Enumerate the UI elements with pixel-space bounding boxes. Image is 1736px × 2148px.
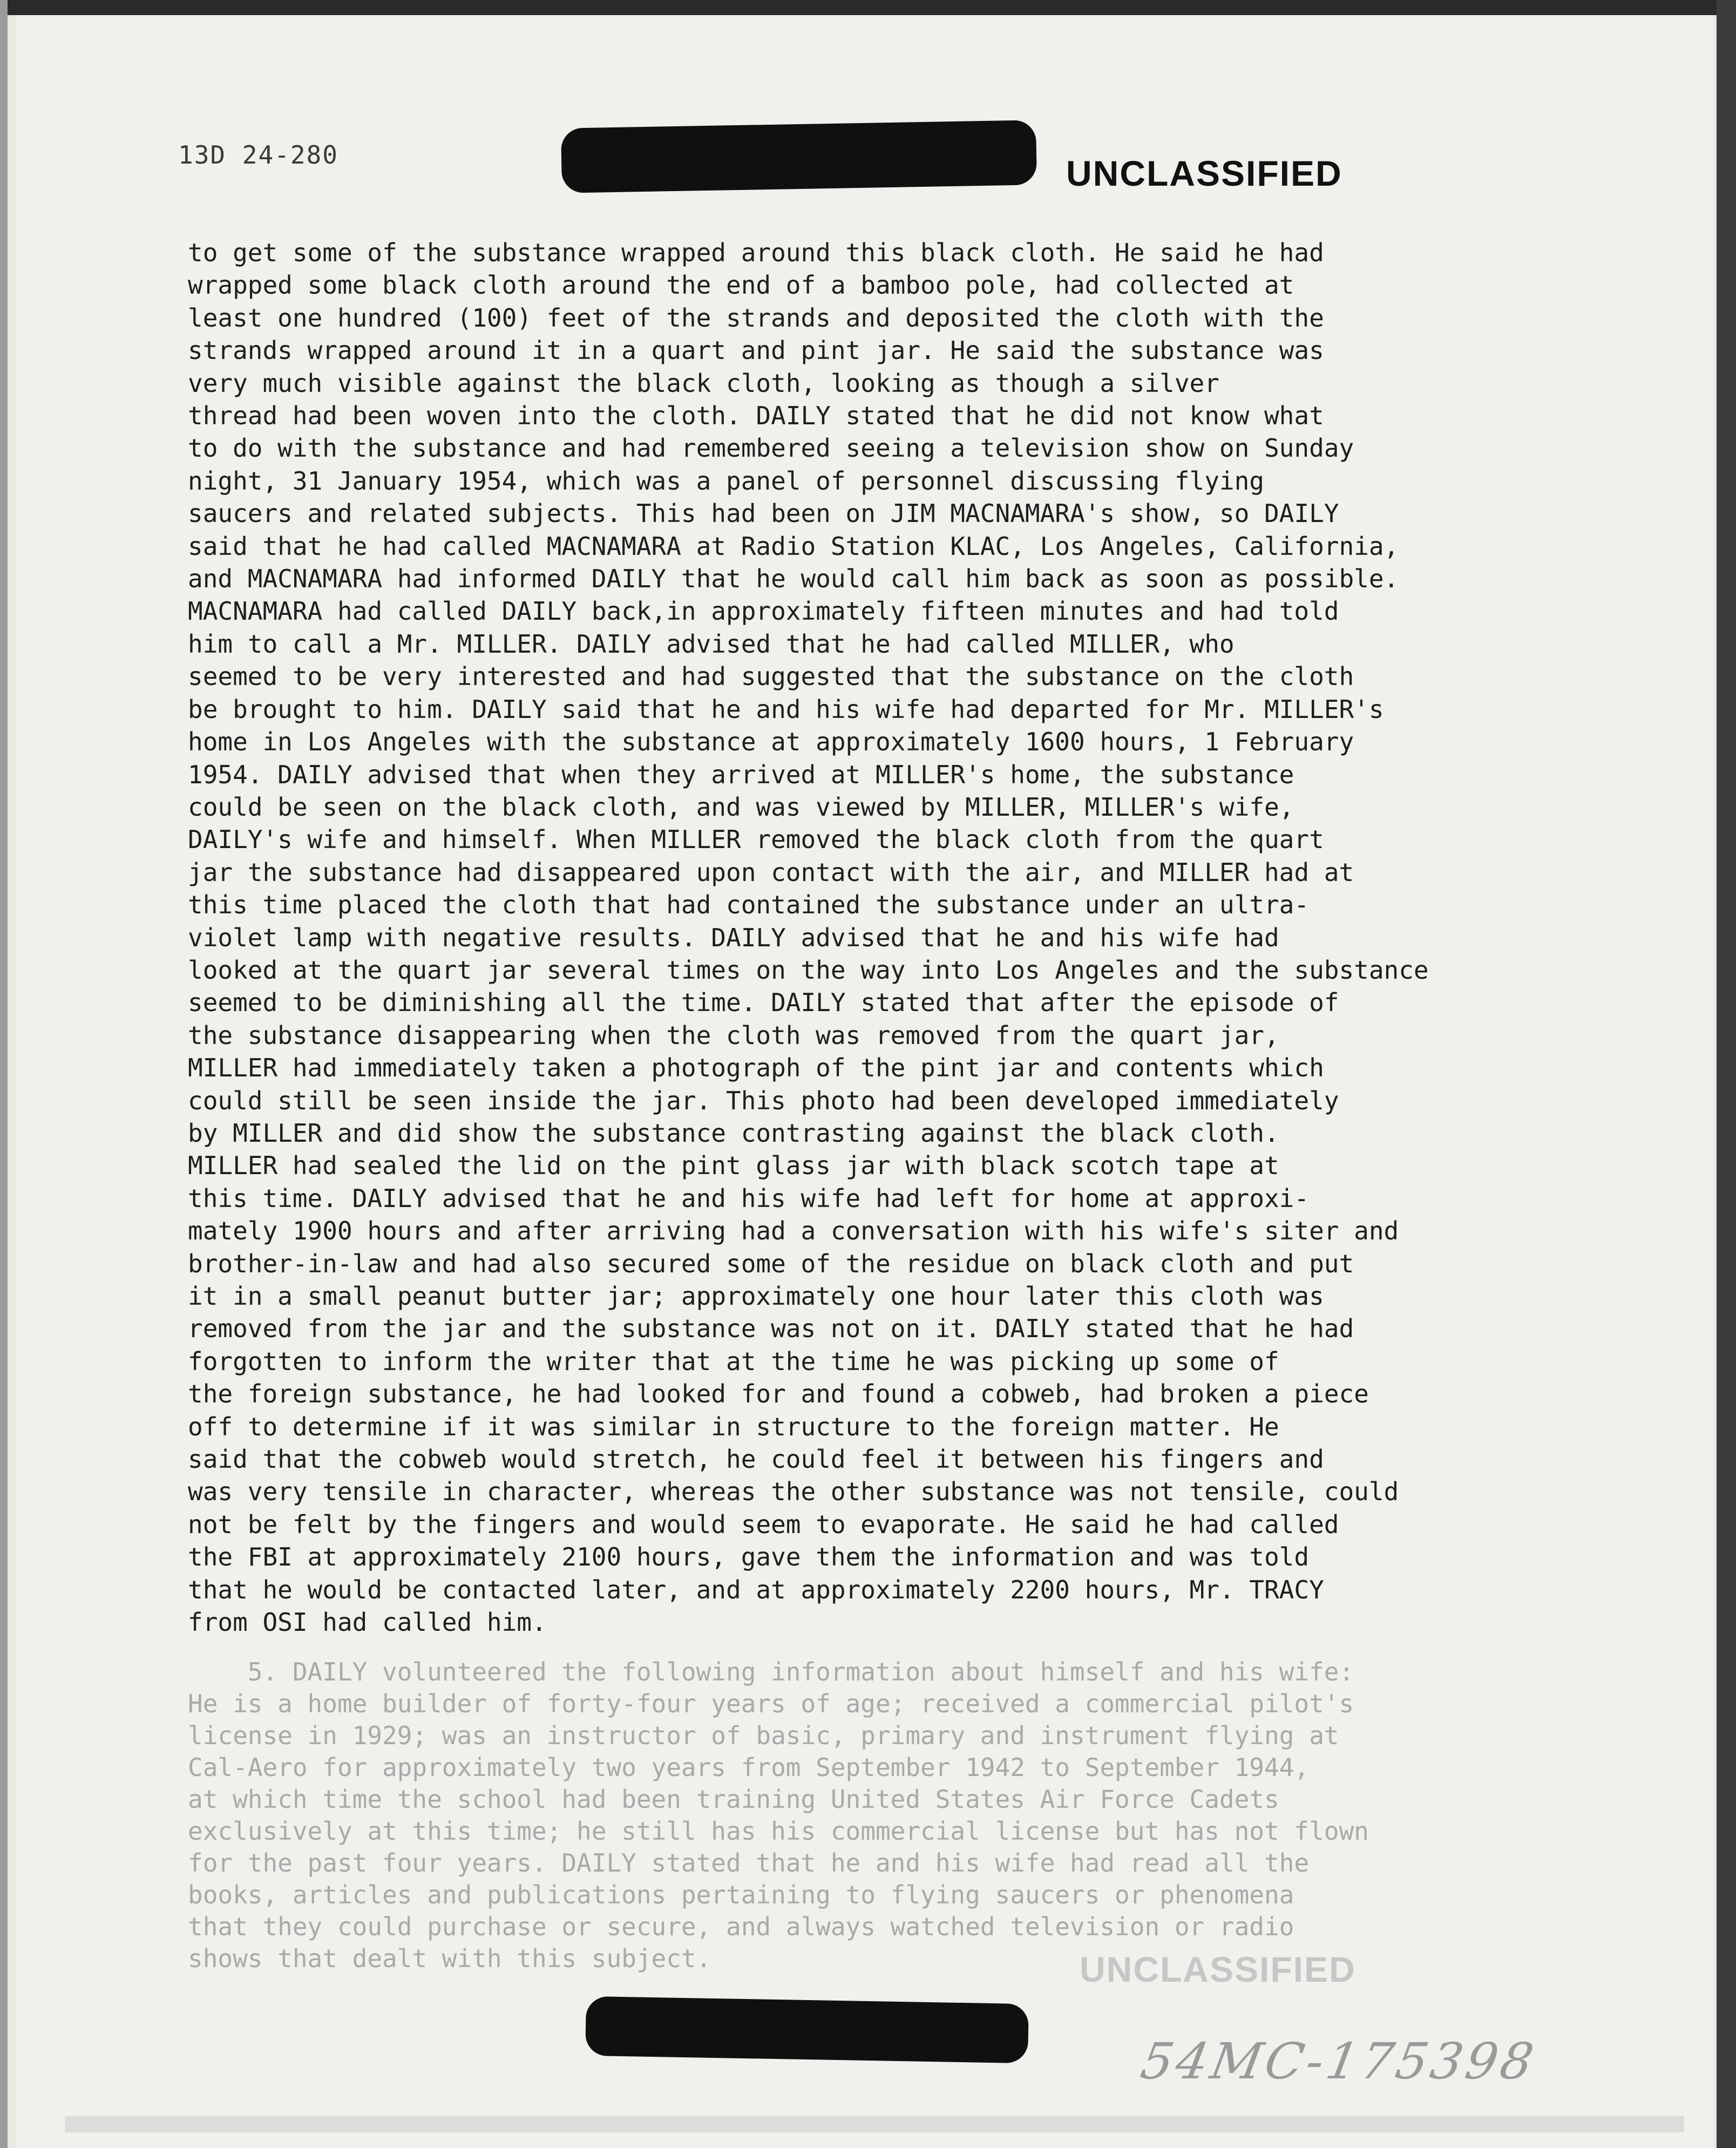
paragraph-5 xyxy=(188,1656,1602,1975)
text-line: and MACNAMARA had informed DAILY that he would call him back as soon as possible. xyxy=(188,564,1399,594)
text-line: MILLER had immediately taken a photograph of the pint jar and contents which xyxy=(188,1053,1324,1083)
text-line: seemed to be diminishing all the time. DAILY stated that after the episode of xyxy=(188,988,1339,1018)
text-line: Cal-Aero for approximately two years from September 1942 to September 1944, xyxy=(188,1753,1310,1782)
handwritten-document-number: 54MC-175398 xyxy=(1136,2032,1541,2090)
text-line: at which time the school had been training United States Air Force Cadets xyxy=(188,1785,1279,1814)
text-line: from OSI had called him. xyxy=(188,1608,547,1637)
text-line: him to call a Mr. MILLER. DAILY advised that he had called MILLER, who xyxy=(188,629,1235,659)
text-line: license in 1929; was an instructor of basic, primary and instrument flying at xyxy=(188,1721,1339,1750)
text-line: 5. DAILY volunteered the following information about himself and his wife: xyxy=(188,1657,1354,1686)
text-line: exclusively at this time; he still has his commercial license but has not flown xyxy=(188,1817,1369,1846)
scan-left-edge xyxy=(0,0,8,2148)
text-line: said that the cobweb would stretch, he could feel it between his fingers and xyxy=(188,1445,1324,1474)
text-line: wrapped some black cloth around the end of a bamboo pole, had collected at xyxy=(188,270,1294,300)
text-line: night, 31 January 1954, which was a panel of personnel discussing flying xyxy=(188,466,1264,496)
scan-right-edge xyxy=(1717,0,1736,2148)
text-line: could still be seen inside the jar. This photo had been developed immediately xyxy=(188,1086,1339,1115)
text-line: brother-in-law and had also secured some of the residue on black cloth and put xyxy=(188,1249,1354,1278)
text-line: mately 1900 hours and after arriving had a conversation with his wife's siter and xyxy=(188,1216,1399,1246)
text-line: not be felt by the fingers and would seem to evaporate. He said he had called xyxy=(188,1509,1339,1539)
text-line: be brought to him. DAILY said that he and his wife had departed for Mr. MILLER's xyxy=(188,694,1384,724)
text-line: looked at the quart jar several times on the way into Los Angeles and the substance xyxy=(188,955,1429,985)
text-line: the substance disappearing when the cloth was removed from the quart jar, xyxy=(188,1020,1279,1050)
text-line: MILLER had sealed the lid on the pint glass jar with black scotch tape at xyxy=(188,1151,1279,1181)
text-line: off to determine if it was similar in structure to the foreign matter. He xyxy=(188,1412,1279,1441)
classification-stamp-top: UNCLASSIFIED xyxy=(1066,153,1342,193)
text-line: home in Los Angeles with the substance at approximately 1600 hours, 1 February xyxy=(188,727,1354,757)
text-line: strands wrapped around it in a quart and pint jar. He said the substance was xyxy=(188,336,1324,365)
text-line: it in a small peanut butter jar; approximately one hour later this cloth was xyxy=(188,1282,1324,1311)
scan-bottom-edge xyxy=(65,2116,1684,2132)
body-text xyxy=(188,236,1602,1638)
text-line: that he would be contacted later, and at approximately 2200 hours, Mr. TRACY xyxy=(188,1575,1324,1604)
redaction-bottom xyxy=(585,1996,1029,2063)
text-line: thread had been woven into the cloth. DAILY stated that he did not know what xyxy=(188,401,1324,431)
text-line: He is a home builder of forty-four years of age; received a commercial pilot's xyxy=(188,1689,1354,1718)
text-line: could be seen on the black cloth, and was viewed by MILLER, MILLER's wife, xyxy=(188,792,1294,822)
text-line: forgotten to inform the writer that at the time he was picking up some of xyxy=(188,1346,1279,1376)
text-line: that they could purchase or secure, and always watched television or radio xyxy=(188,1912,1294,1941)
text-line: saucers and related subjects. This had been on JIM MACNAMARA's show, so DAILY xyxy=(188,499,1339,528)
text-line: said that he had called MACNAMARA at Radio Station KLAC, Los Angeles, California, xyxy=(188,531,1399,561)
text-line: to get some of the substance wrapped around this black cloth. He said he had xyxy=(188,238,1324,267)
text-line: 1954. DAILY advised that when they arrived at MILLER's home, the substance xyxy=(188,760,1294,789)
text-line: for the past four years. DAILY stated that he and his wife had read all the xyxy=(188,1848,1310,1878)
text-line: the foreign substance, he had looked for and found a cobweb, had broken a piece xyxy=(188,1379,1369,1409)
scan-top-edge xyxy=(0,0,1736,15)
text-line: books, articles and publications pertaining to flying saucers or phenomena xyxy=(188,1880,1294,1909)
text-line: by MILLER and did show the substance contrasting against the black cloth. xyxy=(188,1118,1279,1148)
text-line: DAILY's wife and himself. When MILLER removed the black cloth from the quart xyxy=(188,825,1324,855)
text-line: violet lamp with negative results. DAILY advised that he and his wife had xyxy=(188,923,1279,952)
redaction-top xyxy=(561,120,1037,193)
text-line: to do with the substance and had remembered seeing a television show on Sunday xyxy=(188,433,1354,463)
text-line: this time placed the cloth that had contained the substance under an ultra- xyxy=(188,890,1310,920)
text-line: MACNAMARA had called DAILY back,in approximately fifteen minutes and had told xyxy=(188,597,1339,626)
text-line: removed from the jar and the substance was not on it. DAILY stated that he had xyxy=(188,1314,1354,1344)
text-line: jar the substance had disappeared upon contact with the air, and MILLER had at xyxy=(188,857,1354,887)
text-line: this time. DAILY advised that he and his wife had left for home at approxi- xyxy=(188,1183,1310,1213)
text-line: least one hundred (100) feet of the strands and deposited the cloth with the xyxy=(188,303,1324,333)
file-reference: 13D 24-280 xyxy=(178,140,338,170)
text-line: seemed to be very interested and had suggested that the substance on the cloth xyxy=(188,662,1354,692)
text-line: shows that dealt with this subject. xyxy=(188,1944,711,1973)
text-line: very much visible against the black cloth, looking as though a silver xyxy=(188,368,1219,398)
classification-stamp-bottom: UNCLASSIFIED xyxy=(1080,1949,1356,1989)
text-line: was very tensile in character, whereas the other substance was not tensile, could xyxy=(188,1477,1399,1507)
text-line: the FBI at approximately 2100 hours, gave them the information and was told xyxy=(188,1542,1310,1572)
